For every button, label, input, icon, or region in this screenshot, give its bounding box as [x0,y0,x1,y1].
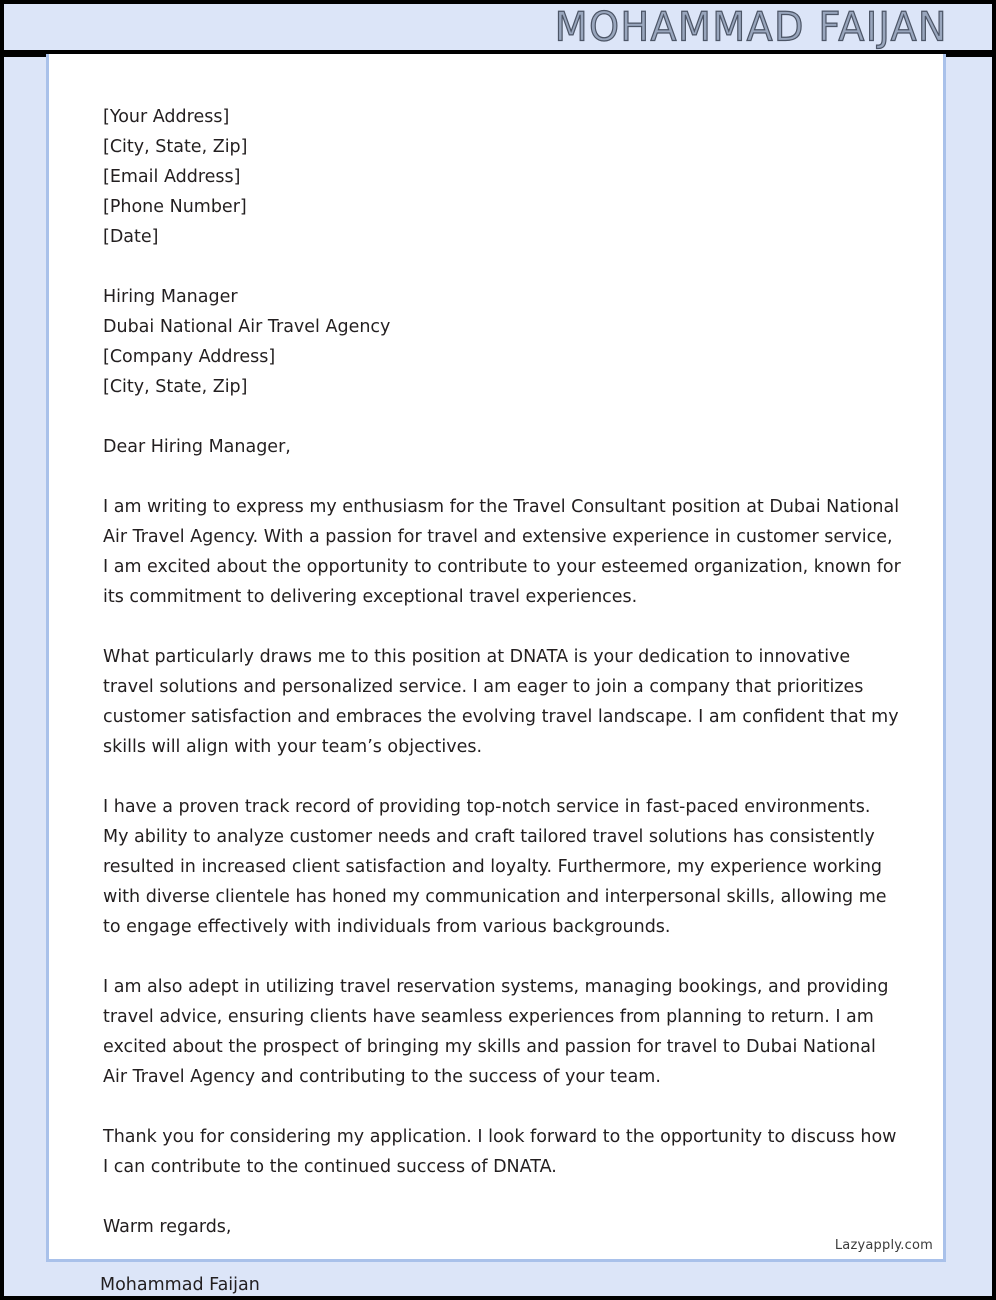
sender-line: [City, State, Zip] [103,137,248,157]
recipient-line: Dubai National Air Travel Agency [103,317,391,337]
recipient-address-block [103,282,901,402]
sender-line: [Email Address] [103,167,241,187]
sender-line: [Date] [103,227,159,247]
recipient-line: Hiring Manager [103,287,238,307]
body-paragraph-4: I am also adept in utilizing travel reservation systems, managing bookings, and providing travel advice, ensuring clients have seamless experiences from planning to return. I am excited about the prospect of bringing my skills and passion for travel to Dubai National Air Travel Agency and contributing to the success of your team. [103,977,889,1087]
recipient-line: [City, State, Zip] [103,377,248,397]
sender-line: [Phone Number] [103,197,247,217]
sender-line: [Your Address] [103,107,230,127]
body-paragraph-1: I am writing to express my enthusiasm for the Travel Consultant position at Dubai National Air Travel Agency. With a passion for travel and extensive experience in customer service, I am excited about the opportunity to contribute to your esteemed organization, known for its commitment to delivering exceptional travel experiences. [103,497,901,607]
body-paragraph-3: I have a proven track record of providing top-notch service in fast-paced environments. My ability to analyze customer needs and craft tailored travel solutions has consistently resulted in increased client satisfaction and loyalty. Furthermore, my experience working with diverse clientele has honed my communication and interpersonal skills, allowing me to engage effectively with individuals from various backgrounds. [103,797,887,937]
sender-address-block [103,102,901,252]
letter-content [103,102,901,1242]
lazyapply-watermark: Lazyapply.com [834,1238,933,1253]
letterhead-name: MOHAMMAD FAIJAN [554,3,948,51]
recipient-line: [Company Address] [103,347,276,367]
signature-name: Mohammad Faijan [100,1275,260,1295]
body-paragraph-5: Thank you for considering my application. I look forward to the opportunity to discuss how I can contribute to the continued success of DNATA. [103,1127,897,1177]
closing-salutation: Warm regards, [103,1217,232,1237]
letter-sheet [46,54,946,1262]
letterhead-band [4,4,992,50]
salutation: Dear Hiring Manager, [103,437,291,457]
body-paragraph-2: What particularly draws me to this position at DNATA is your dedication to innovative travel solutions and personalized service. I am eager to join a company that prioritizes customer satisfaction and embraces the evolving travel landscape. I am confident that my skills will align with your team’s objectives. [103,647,899,757]
